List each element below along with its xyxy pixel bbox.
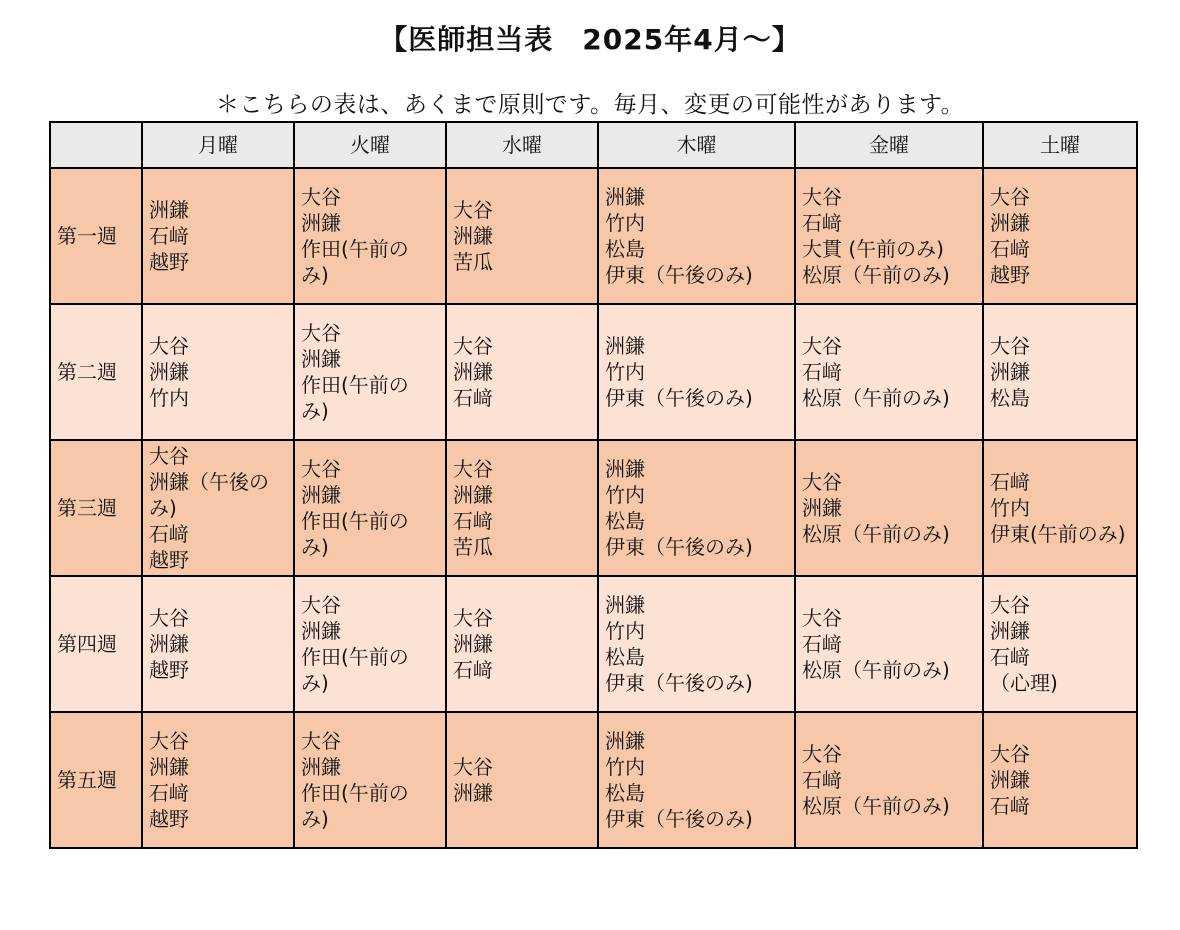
schedule-cell-wed — [446, 304, 598, 440]
doctor-name: 洲鎌 — [990, 211, 1030, 235]
schedule-cell-mon — [142, 304, 294, 440]
doctor-name: 石﨑 — [453, 658, 493, 682]
doctor-name: 洲鎌 — [453, 483, 493, 507]
doctor-name: 石﨑 — [802, 211, 842, 235]
doctor-name: 松原（午前のみ) — [802, 794, 950, 818]
schedule-cell-thu — [598, 576, 795, 712]
doctor-name: 大谷 — [802, 334, 842, 358]
doctor-name: 大谷 — [453, 606, 493, 630]
doctor-name: 大谷 — [802, 185, 842, 209]
doctor-name: 竹内 — [605, 483, 645, 507]
header-row — [50, 122, 1137, 168]
day-header-wed: 水曜 — [446, 122, 598, 168]
schedule-cell-thu — [598, 168, 795, 304]
doctor-name: 洲鎌 — [802, 496, 842, 520]
schedule-cell-mon — [142, 712, 294, 848]
doctor-name: 洲鎌 — [453, 360, 493, 384]
doctor-name: 竹内 — [605, 755, 645, 779]
doctor-name: 松島 — [990, 386, 1030, 410]
schedule-cell-sat — [983, 576, 1137, 712]
doctor-name: （心理) — [990, 671, 1058, 695]
schedule-note: ＊こちらの表は、あくまで原則です。毎月、変更の可能性があります。 — [215, 92, 965, 118]
doctor-name: 大谷 — [301, 321, 341, 345]
doctor-name: 伊東(午前のみ) — [990, 522, 1126, 546]
doctor-name: 越野 — [149, 807, 189, 831]
doctor-name: 洲鎌 — [605, 334, 645, 358]
schedule-cell-wed — [446, 576, 598, 712]
doctor-name: 洲鎌（午後の — [149, 470, 269, 494]
week-row — [50, 576, 1137, 712]
doctor-name: 石﨑 — [453, 386, 493, 410]
doctor-schedule-table — [49, 121, 1138, 849]
schedule-cell-tue — [294, 576, 446, 712]
schedule-cell-mon — [142, 440, 294, 576]
doctor-name: 伊東（午後のみ) — [605, 671, 753, 695]
schedule-cell-mon — [142, 576, 294, 712]
doctor-name: 松原（午前のみ) — [802, 386, 950, 410]
schedule-cell-tue — [294, 440, 446, 576]
week-label: 第一週 — [50, 168, 142, 304]
doctor-name: 大谷 — [453, 755, 493, 779]
doctor-name: 石﨑 — [990, 237, 1030, 261]
week-row — [50, 440, 1137, 576]
doctor-name: み) — [149, 496, 177, 520]
doctor-name: 洲鎌 — [453, 781, 493, 805]
doctor-name: 洲鎌 — [149, 360, 189, 384]
doctor-name: 竹内 — [605, 211, 645, 235]
page-title: 【医師担当表 2025年4月〜】 — [379, 23, 801, 56]
doctor-name: 大谷 — [802, 470, 842, 494]
schedule-cell-tue — [294, 168, 446, 304]
doctor-name: 石﨑 — [453, 509, 493, 533]
corner-header-cell — [50, 122, 142, 168]
doctor-name: 竹内 — [605, 619, 645, 643]
doctor-name: 竹内 — [605, 360, 645, 384]
doctor-name: 大谷 — [453, 198, 493, 222]
doctor-name: 松島 — [605, 509, 645, 533]
doctor-name: 竹内 — [990, 496, 1030, 520]
doctor-name: 作田(午前の — [301, 509, 409, 533]
doctor-name: 石﨑 — [990, 470, 1030, 494]
doctor-name: 松原（午前のみ) — [802, 522, 950, 546]
schedule-cell-tue — [294, 304, 446, 440]
doctor-name: 石﨑 — [802, 768, 842, 792]
week-label: 第三週 — [50, 440, 142, 576]
doctor-name: 越野 — [149, 658, 189, 682]
doctor-name: 大谷 — [301, 729, 341, 753]
doctor-name: 越野 — [990, 263, 1030, 287]
doctor-name: 洲鎌 — [149, 755, 189, 779]
doctor-name: 石﨑 — [149, 781, 189, 805]
schedule-cell-fri — [795, 440, 983, 576]
doctor-name: 越野 — [149, 548, 189, 572]
doctor-name: 伊東（午後のみ) — [605, 807, 753, 831]
doctor-name: 伊東（午後のみ) — [605, 386, 753, 410]
doctor-name: 石﨑 — [149, 224, 189, 248]
doctor-name: 伊東（午後のみ) — [605, 535, 753, 559]
day-header-tue: 火曜 — [294, 122, 446, 168]
doctor-name: 大谷 — [149, 444, 189, 468]
schedule-cell-tue — [294, 712, 446, 848]
week-row — [50, 712, 1137, 848]
doctor-name: 洲鎌 — [301, 483, 341, 507]
doctor-name: 松原（午前のみ) — [802, 658, 950, 682]
doctor-name: 大谷 — [990, 593, 1030, 617]
doctor-name: 石﨑 — [149, 522, 189, 546]
doctor-name: み) — [301, 535, 329, 559]
day-header-thu: 木曜 — [598, 122, 795, 168]
doctor-name: 石﨑 — [990, 794, 1030, 818]
doctor-name: 大谷 — [149, 334, 189, 358]
doctor-name: 洲鎌 — [990, 768, 1030, 792]
doctor-name: み) — [301, 807, 329, 831]
doctor-name: み) — [301, 263, 329, 287]
schedule-cell-fri — [795, 712, 983, 848]
doctor-name: 洲鎌 — [301, 755, 341, 779]
doctor-name: 作田(午前の — [301, 645, 409, 669]
doctor-name: 大谷 — [301, 593, 341, 617]
doctor-name: 大谷 — [301, 185, 341, 209]
doctor-name: 大谷 — [990, 742, 1030, 766]
doctor-name: 越野 — [149, 250, 189, 274]
doctor-name: 洲鎌 — [605, 457, 645, 481]
schedule-cell-fri — [795, 304, 983, 440]
doctor-name: 洲鎌 — [605, 729, 645, 753]
doctor-name: 洲鎌 — [301, 211, 341, 235]
doctor-name: 洲鎌 — [453, 224, 493, 248]
schedule-cell-wed — [446, 440, 598, 576]
doctor-name: 竹内 — [149, 386, 189, 410]
doctor-name: 洲鎌 — [453, 632, 493, 656]
doctor-name: 大谷 — [802, 606, 842, 630]
doctor-name: 大谷 — [990, 185, 1030, 209]
schedule-cell-mon — [142, 168, 294, 304]
doctor-name: 石﨑 — [802, 632, 842, 656]
week-label: 第四週 — [50, 576, 142, 712]
doctor-name: 松原（午前のみ) — [802, 263, 950, 287]
doctor-name: 洲鎌 — [301, 347, 341, 371]
doctor-name: 洲鎌 — [990, 360, 1030, 384]
schedule-cell-thu — [598, 440, 795, 576]
day-header-sat: 土曜 — [983, 122, 1137, 168]
schedule-cell-fri — [795, 168, 983, 304]
day-header-mon: 月曜 — [142, 122, 294, 168]
schedule-cell-sat — [983, 304, 1137, 440]
doctor-name: み) — [301, 671, 329, 695]
doctor-name: 大谷 — [149, 606, 189, 630]
doctor-name: 洲鎌 — [301, 619, 341, 643]
doctor-name: 洲鎌 — [990, 619, 1030, 643]
week-row — [50, 304, 1137, 440]
doctor-name: 大谷 — [990, 334, 1030, 358]
schedule-cell-thu — [598, 712, 795, 848]
doctor-name: 大谷 — [453, 457, 493, 481]
doctor-name: 松島 — [605, 781, 645, 805]
schedule-cell-thu — [598, 304, 795, 440]
schedule-cell-sat — [983, 712, 1137, 848]
schedule-cell-sat — [983, 168, 1137, 304]
doctor-name: み) — [301, 399, 329, 423]
doctor-name: 大谷 — [802, 742, 842, 766]
doctor-name: 作田(午前の — [301, 373, 409, 397]
doctor-name: 作田(午前の — [301, 237, 409, 261]
doctor-name: 大谷 — [453, 334, 493, 358]
doctor-name: 洲鎌 — [149, 198, 189, 222]
doctor-name: 洲鎌 — [605, 185, 645, 209]
doctor-name: 大谷 — [301, 457, 341, 481]
schedule-cell-wed — [446, 168, 598, 304]
week-label: 第五週 — [50, 712, 142, 848]
doctor-name: 石﨑 — [990, 645, 1030, 669]
doctor-name: 洲鎌 — [149, 632, 189, 656]
doctor-name: 伊東（午後のみ) — [605, 263, 753, 287]
schedule-cell-fri — [795, 576, 983, 712]
doctor-name: 大貫 (午前のみ) — [802, 237, 944, 261]
doctor-name: 作田(午前の — [301, 781, 409, 805]
doctor-name: 苦瓜 — [453, 250, 493, 274]
week-row — [50, 168, 1137, 304]
doctor-name: 松島 — [605, 645, 645, 669]
doctor-name: 大谷 — [149, 729, 189, 753]
day-header-fri: 金曜 — [795, 122, 983, 168]
schedule-cell-sat — [983, 440, 1137, 576]
doctor-name: 洲鎌 — [605, 593, 645, 617]
week-label: 第二週 — [50, 304, 142, 440]
schedule-cell-wed — [446, 712, 598, 848]
doctor-name: 石﨑 — [802, 360, 842, 384]
doctor-name: 松島 — [605, 237, 645, 261]
doctor-name: 苦瓜 — [453, 535, 493, 559]
